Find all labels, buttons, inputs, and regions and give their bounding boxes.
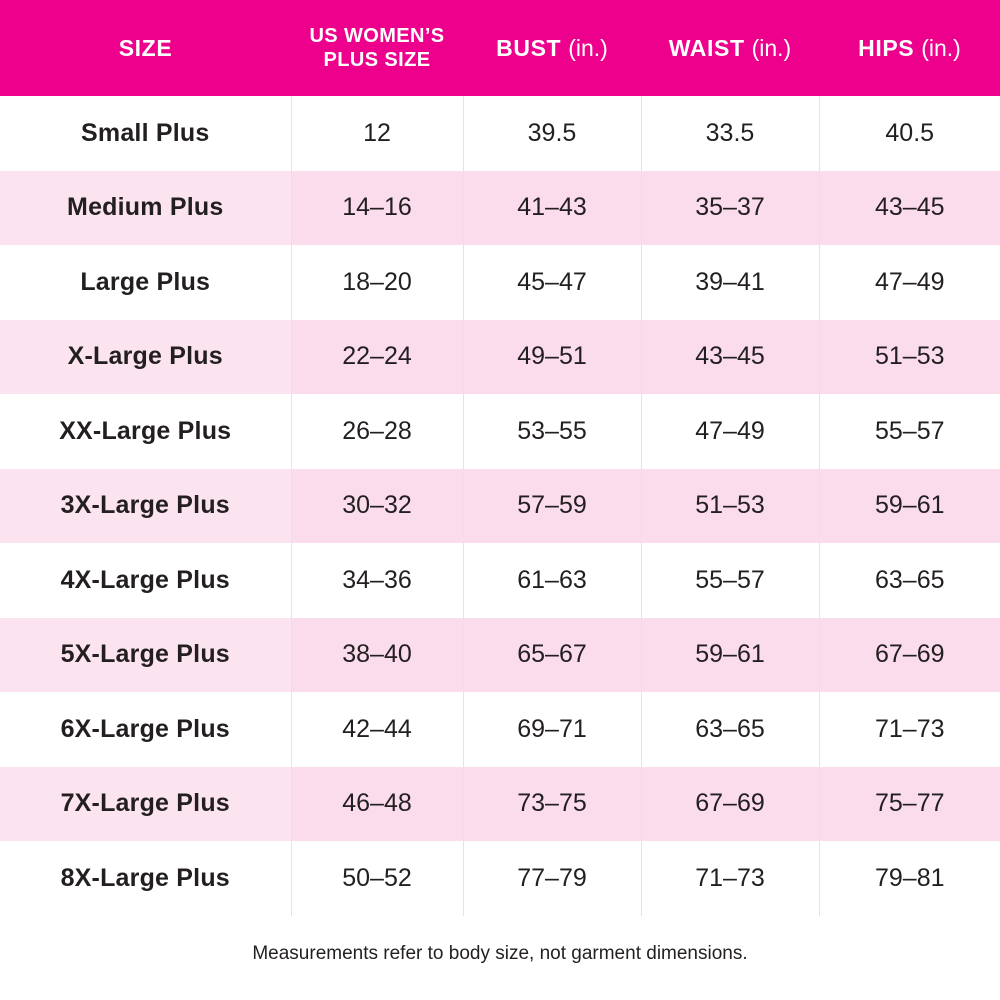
cell-size: Medium Plus (0, 171, 291, 246)
cell-hips: 43–45 (819, 171, 1000, 246)
column-header-size-label: SIZE (118, 34, 173, 61)
column-header-bust (463, 0, 641, 96)
column-header-hips-unit: (in.) (921, 34, 961, 61)
column-header-hips (819, 0, 1000, 96)
cell-size: Large Plus (0, 245, 291, 320)
table-row (0, 96, 1000, 171)
cell-us-plus: 14–16 (291, 171, 463, 246)
table-row (0, 841, 1000, 916)
cell-hips: 55–57 (819, 394, 1000, 469)
cell-us-plus: 50–52 (291, 841, 463, 916)
cell-us-plus: 34–36 (291, 543, 463, 618)
cell-bust: 49–51 (463, 320, 641, 395)
cell-hips: 47–49 (819, 245, 1000, 320)
cell-hips: 59–61 (819, 469, 1000, 544)
cell-bust: 57–59 (463, 469, 641, 544)
cell-hips: 71–73 (819, 692, 1000, 767)
cell-waist: 39–41 (641, 245, 819, 320)
cell-us-plus: 12 (291, 96, 463, 171)
table-row (0, 543, 1000, 618)
cell-size: 7X-Large Plus (0, 767, 291, 842)
table-row (0, 394, 1000, 469)
cell-waist: 63–65 (641, 692, 819, 767)
cell-waist: 43–45 (641, 320, 819, 395)
cell-us-plus: 22–24 (291, 320, 463, 395)
table-row (0, 618, 1000, 693)
cell-size: 8X-Large Plus (0, 841, 291, 916)
table-row (0, 171, 1000, 246)
cell-size: 3X-Large Plus (0, 469, 291, 544)
cell-us-plus: 18–20 (291, 245, 463, 320)
cell-us-plus: 42–44 (291, 692, 463, 767)
cell-bust: 53–55 (463, 394, 641, 469)
cell-hips: 79–81 (819, 841, 1000, 916)
column-header-bust-label: BUST (496, 34, 562, 61)
cell-waist: 59–61 (641, 618, 819, 693)
cell-waist: 67–69 (641, 767, 819, 842)
table-header (0, 0, 1000, 96)
cell-hips: 67–69 (819, 618, 1000, 693)
cell-us-plus: 38–40 (291, 618, 463, 693)
cell-bust: 45–47 (463, 245, 641, 320)
cell-bust: 41–43 (463, 171, 641, 246)
cell-hips: 51–53 (819, 320, 1000, 395)
cell-waist: 33.5 (641, 96, 819, 171)
table-row (0, 469, 1000, 544)
cell-bust: 61–63 (463, 543, 641, 618)
cell-size: 4X-Large Plus (0, 543, 291, 618)
cell-bust: 39.5 (463, 96, 641, 171)
cell-size: X-Large Plus (0, 320, 291, 395)
table-body (0, 96, 1000, 916)
column-header-bust-unit: (in.) (568, 34, 608, 61)
table-row (0, 692, 1000, 767)
table-row (0, 245, 1000, 320)
cell-us-plus: 30–32 (291, 469, 463, 544)
cell-hips: 75–77 (819, 767, 1000, 842)
cell-bust: 65–67 (463, 618, 641, 693)
cell-size: 5X-Large Plus (0, 618, 291, 693)
column-header-us-womens-plus-size-label: US WOMEN’S PLUS SIZE (309, 24, 445, 71)
cell-bust: 73–75 (463, 767, 641, 842)
column-header-waist-unit: (in.) (751, 34, 792, 61)
cell-size: Small Plus (0, 96, 291, 171)
table-row (0, 320, 1000, 395)
cell-waist: 71–73 (641, 841, 819, 916)
column-header-waist-label: WAIST (668, 34, 745, 61)
cell-bust: 77–79 (463, 841, 641, 916)
cell-waist: 55–57 (641, 543, 819, 618)
footnote: Measurements refer to body size, not garment dimensions. (252, 942, 748, 964)
cell-us-plus: 46–48 (291, 767, 463, 842)
header-row (0, 0, 1000, 96)
cell-waist: 51–53 (641, 469, 819, 544)
cell-bust: 69–71 (463, 692, 641, 767)
cell-hips: 63–65 (819, 543, 1000, 618)
cell-us-plus: 26–28 (291, 394, 463, 469)
table-row (0, 767, 1000, 842)
cell-hips: 40.5 (819, 96, 1000, 171)
cell-size: XX-Large Plus (0, 394, 291, 469)
cell-waist: 35–37 (641, 171, 819, 246)
column-header-size (0, 0, 291, 96)
cell-waist: 47–49 (641, 394, 819, 469)
cell-size: 6X-Large Plus (0, 692, 291, 767)
column-header-us-womens-plus-size (291, 0, 463, 96)
column-header-waist (641, 0, 819, 96)
column-header-hips-label: HIPS (858, 34, 915, 61)
